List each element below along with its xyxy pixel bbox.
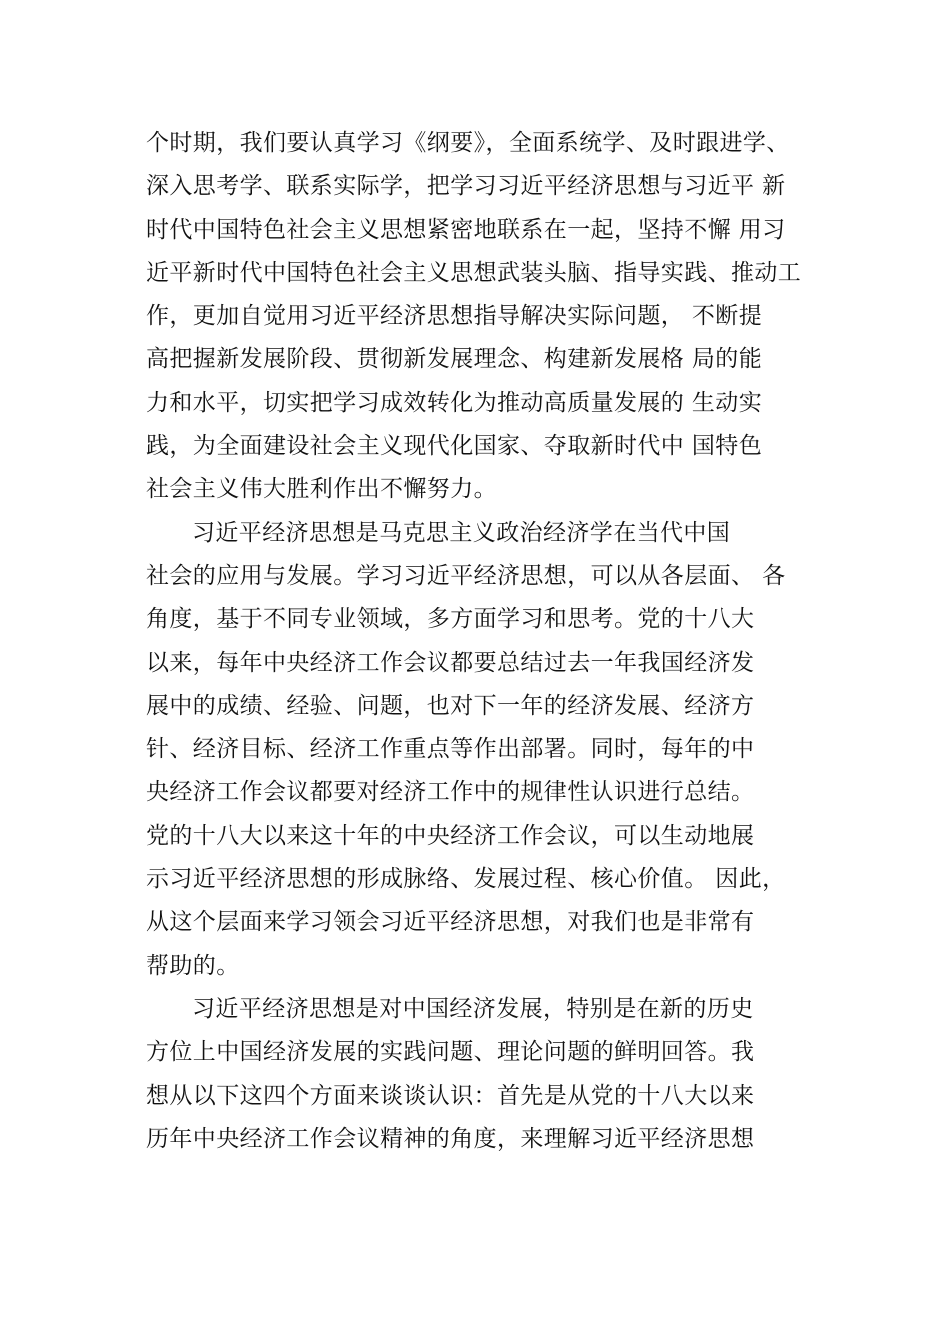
text-line: 深入思考学、联系实际学，把学习习近平经济思想与习近平 新 <box>146 173 786 200</box>
text-line: 近平新时代中国特色社会主义思想武装头脑、指导实践、推动工 <box>146 259 802 286</box>
text-line: 时代中国特色社会主义思想紧密地联系在一起，坚持不懈 用习 <box>146 216 786 243</box>
paragraph-2 <box>146 512 826 988</box>
body-text <box>146 122 826 1161</box>
text-line: 党的十八大以来这十年的中央经济工作会议，可以生动地展 <box>146 822 755 849</box>
text-line: 想从以下这四个方面来谈谈认识：首先是从党的十八大以来 <box>146 1082 755 1109</box>
text-line: 社会的应用与发展。学习习近平经济思想，可以从各层面、 各 <box>146 562 786 589</box>
text-line: 从这个层面来学习领会习近平经济思想，对我们也是非常有 <box>146 909 755 936</box>
text-line: 历年中央经济工作会议精神的角度，来理解习近平经济思想 <box>146 1125 755 1152</box>
text-line: 示习近平经济思想的形成脉络、发展过程、核心价值。 因此， <box>146 866 786 893</box>
text-line: 以来，每年中央经济工作会议都要总结过去一年我国经济发 <box>146 649 755 676</box>
text-line: 社会主义伟大胜利作出不懈努力。 <box>146 476 497 503</box>
text-line: 作，更加自觉用习近平经济思想指导解决实际问题， 不断提 <box>146 303 763 330</box>
text-line: 高把握新发展阶段、贯彻新发展理念、构建新发展格 局的能 <box>146 346 763 373</box>
text-line: 践，为全面建设社会主义现代化国家、夺取新时代中 国特色 <box>146 433 763 460</box>
text-line: 央经济工作会议都要对经济工作中的规律性认识进行总结。 <box>146 779 755 806</box>
text-line: 角度，基于不同专业领域，多方面学习和思考。党的十八大 <box>146 606 755 633</box>
text-line: 帮助的。 <box>146 952 240 979</box>
paragraph-1 <box>146 122 826 512</box>
text-line-first: 习近平经济思想是马克思主义政治经济学在当代中国 <box>192 519 731 546</box>
text-line: 展中的成绩、经验、问题，也对下一年的经济发展、经济方 <box>146 692 755 719</box>
text-line-first: 习近平经济思想是对中国经济发展，特别是在新的历史 <box>192 995 754 1022</box>
paragraph-3 <box>146 988 826 1161</box>
text-line: 针、经济目标、经济工作重点等作出部署。同时，每年的中 <box>146 736 755 763</box>
text-line: 力和水平，切实把学习成效转化为推动高质量发展的 生动实 <box>146 389 763 416</box>
text-line: 个时期，我们要认真学习《纲要》，全面系统学、及时跟进学、 <box>146 130 790 156</box>
text-line: 方位上中国经济发展的实践问题、理论问题的鲜明回答。我 <box>146 1039 755 1066</box>
